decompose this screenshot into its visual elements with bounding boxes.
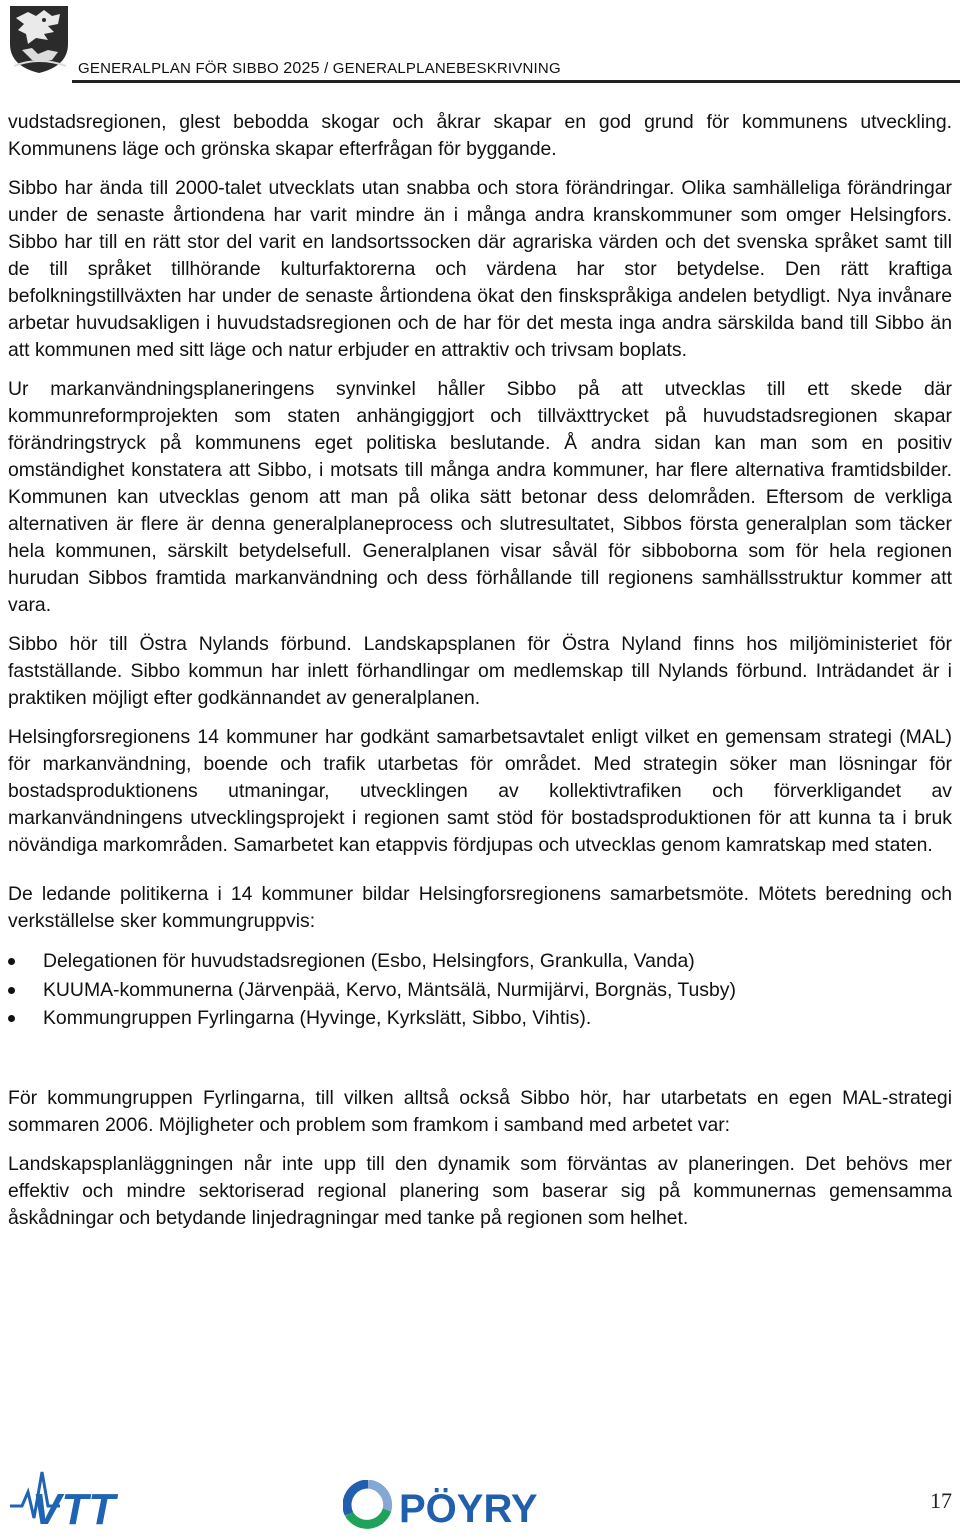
svg-text:PÖYRY: PÖYRY [399, 1487, 538, 1530]
paragraph: vudstadsregionen, glest bebodda skogar och åkrar skapar en god grund för kommunens utveckling. Kommunens läge och grönska skapar efterfrågan för byggande. [8, 111, 952, 160]
svg-text:VTT: VTT [32, 1485, 116, 1528]
page-number: 17 [930, 1488, 952, 1513]
paragraph: För kommungruppen Fyrlingarna, till vilken alltså också Sibbo hör, har utarbetats en egen MAL-strategi sommaren 2006. Möjligheter och problem som framkom i samband med arbetet var: [8, 1086, 952, 1136]
list-item: KUUMA-kommunerna (Järvenpää, Kervo, Mäntsälä, Nurmijärvi, Borgnäs, Tusby) [8, 976, 952, 1005]
poyry-logo-icon [343, 1480, 605, 1530]
paragraph: Helsingforsregionens 14 kommuner har godkänt samarbetsavtalet enligt vilket en gemensam strategi (MAL) för markanvändning, boende och trafik utarbetas för området. Med strategin söker man lösningar för bostadsproduktionens utmaningar, utvecklingen av kollektivtrafiken och förverkligandet av markanvändningens utvecklingsprojekt i regionen samt stöd för bostadsproduktionen för att kunna ta i bruk növändiga markområden. Samarbetet kan etappvis fördjupas och utvecklas genom kamratskap med staten. [8, 726, 952, 856]
page-header [0, 0, 960, 84]
bullet-icon [8, 1015, 15, 1022]
paragraph: Landskapsplanläggningen når inte upp till den dynamik som förväntas av planeringen. Det behövs mer effektiv och mindre sektoriserad regional planering som baserar sig på kommunernas gemensamma åskådningar och betydande linjedragningar med tanke på regionen som helhet. [8, 1152, 952, 1229]
paragraph: Sibbo hör till Östra Nylands förbund. Landskapsplanen för Östra Nyland finns hos miljöministeriet för fastställande. Sibbo kommun har inlett förhandlingar om medlemskap till Nylands förbund. Inträdandet är i praktiken möjligt efter godkännandet av generalplanen. [8, 633, 952, 709]
header-title: GENERALPLAN FÖR SIBBO 2025 / GENERALPLANEBESKRIVNING [78, 60, 561, 77]
paragraph: Ur markanvändningsplaneringens synvinkel håller Sibbo på att utvecklas till ett skede där kommunreformprojekten som staten anhängiggjort och tillväxttrycket på huvudstadsregionen skapar förändringstryck på kommunens eget politiska beslutande. Å andra sidan kan man som en positiv omständighet konstatera att Sibbo, i motsats till många andra kommuner, har flere alternativa framtidsbilder. Kommunen kan utvecklas genom att man på olika sätt betonar dess delområden. Eftersom de verkliga alternativen är flere är denna generalplaneprocess och slutresultatet, Sibbos första generalplan som täcker hela kommunen, särskilt betydelsefull. Generalplanen visar såväl för sibboborna som för hela regionen hurudan Sibbos framtida markanvändning och dess förhållande till regionens samhällsstruktur kommer att vara. [8, 378, 952, 616]
list-item: Delegationen för huvudstadsregionen (Esbo, Helsingfors, Grankulla, Vanda) [8, 947, 952, 976]
sibbo-wolf-crest-icon [8, 4, 70, 74]
bullet-list [8, 947, 952, 1033]
paragraph: De ledande politikerna i 14 kommuner bildar Helsingforsregionens samarbetsmöte. Mötets beredning och verkställelse sker kommungruppvis: [8, 883, 952, 932]
paragraph: Sibbo har ända till 2000-talet utvecklats utan snabba och stora förändringar. Olika samhälleliga förändringar under de senaste årtiondena har varit mindre än i många andra kranskommuner som omger Helsingfors. Sibbo har till en rätt stor del varit en landsortssocken där agrariska värden och det svenska språket samt till de till språket tillhörande kulturfaktorerna och värdena har stor betydelse. Den rätt kraftiga befolkningstillväxten har under de senaste årtiondena ökat den finskspråkiga andelen betydligt. Nya invånare arbetar huvudsakligen i huvudstadsregionen och de har för det mesta inga andra särskilda band till Sibbo än att kommunen med sitt läge och natur erbjuder en attraktiv och trivsam boplats. [8, 177, 952, 361]
list-item: Kommungruppen Fyrlingarna (Hyvinge, Kyrkslätt, Sibbo, Vihtis). [8, 1004, 952, 1033]
header-divider [72, 80, 960, 83]
vtt-logo-icon [8, 1466, 168, 1528]
bullet-icon [8, 958, 15, 965]
bullet-icon [8, 987, 15, 994]
body-text [8, 109, 952, 1244]
